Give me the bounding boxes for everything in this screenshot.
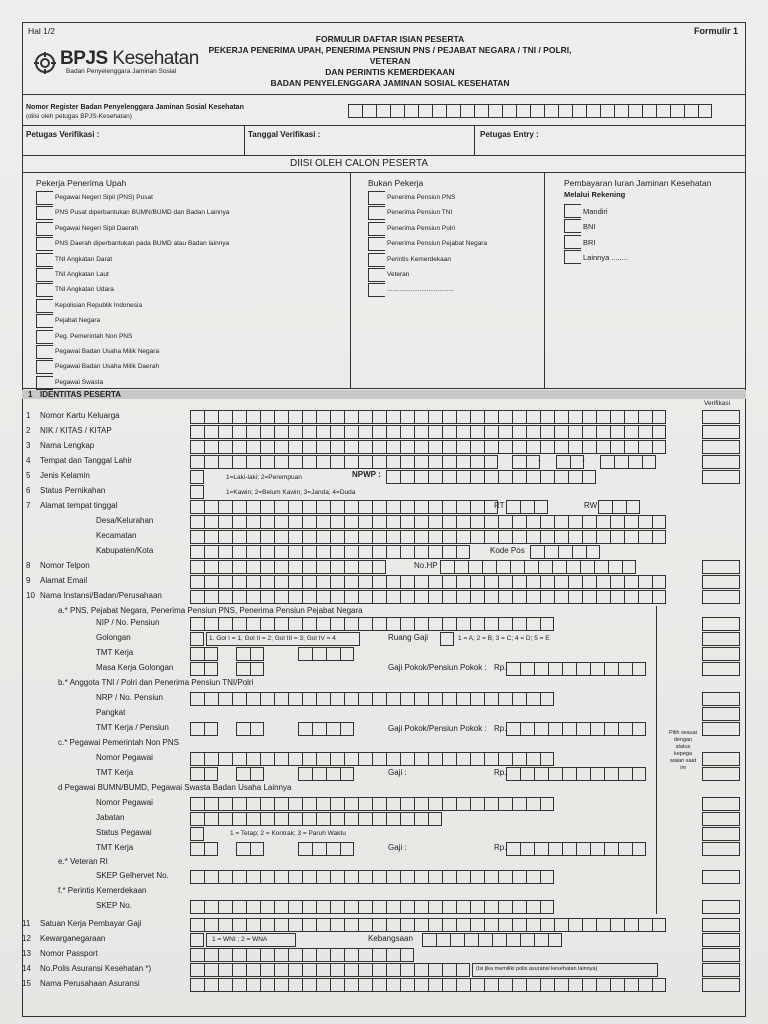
bpjs-logo-icon: [34, 52, 56, 74]
row-number: 6: [26, 486, 31, 495]
col3-item: BRI: [583, 237, 596, 247]
calon-title: DIISI OLEH CALON PESERTA: [290, 158, 429, 169]
divider: [244, 125, 245, 155]
polis-cells[interactable]: [190, 963, 470, 977]
tmt-m[interactable]: [236, 647, 264, 661]
ctmt-y[interactable]: [298, 767, 354, 781]
kk-cells[interactable]: [190, 410, 666, 424]
c-tmt: TMT Kerja: [96, 768, 134, 777]
b-gaji-label: Gaji Pokok/Pensiun Pokok :: [388, 724, 487, 733]
register-note: (diisi oleh petugas BPJS-Kesehatan): [26, 113, 132, 120]
row-label: Nomor Passport: [40, 949, 98, 958]
col1-item: Pegawai Badan Usaha Milik Daerah: [55, 363, 160, 371]
e-skep: SKEP Gelhervet No.: [96, 871, 169, 880]
row-label: Nama Lengkap: [40, 441, 95, 450]
verifikasi-box[interactable]: [702, 978, 740, 992]
verifikasi-box[interactable]: [702, 963, 740, 977]
b-tmt: TMT Kerja / Pensiun: [96, 723, 169, 732]
col3-checkbox[interactable]: [564, 219, 581, 233]
col2-item: Penerima Pensiun PNS: [387, 194, 456, 201]
row-number: 12: [22, 934, 31, 943]
rt-label: RT: [494, 501, 505, 510]
kab-cells[interactable]: [190, 545, 470, 559]
verifikasi-box[interactable]: [702, 590, 740, 604]
divider: [22, 125, 746, 126]
col3-item: Mandiri: [583, 207, 608, 216]
dtmt-y[interactable]: [298, 842, 354, 856]
verifikasi-box[interactable]: [702, 722, 740, 736]
verifikasi-box[interactable]: [702, 425, 740, 439]
col1-checkbox[interactable]: [36, 314, 53, 328]
identitas-bar: [22, 390, 746, 399]
verifikasi-box[interactable]: [702, 918, 740, 932]
row-label: Satuan Kerja Pembayar Gaji: [40, 919, 142, 928]
d-gaji-label: Gaji :: [388, 843, 407, 852]
asuransi-cells[interactable]: [190, 978, 666, 992]
col1-checkbox[interactable]: [36, 237, 53, 251]
row-number: 1: [26, 411, 31, 420]
row-number: 9: [26, 576, 31, 585]
cgaji-cells[interactable]: [506, 767, 646, 781]
nrp-cells[interactable]: [190, 692, 554, 706]
col1-item: PNS Daerah diperbantukan pada BUMD atau Badan lainnya: [55, 240, 230, 248]
nik-cells[interactable]: [190, 425, 666, 439]
identitas-no: 1: [28, 390, 33, 399]
row-label: NIK / KITAS / KITAP: [40, 426, 112, 435]
row-label: No.Polis Asuransi Kesehatan *): [40, 964, 152, 973]
ruang-gaji-label: Ruang Gaji: [388, 633, 429, 642]
row-number: 4: [26, 456, 31, 465]
polis-note: (Isi jika memiliki polis asuransi kesehatan lainnya): [476, 966, 598, 972]
row-label: Alamat tempat tinggal: [40, 501, 118, 510]
wn-cell[interactable]: [190, 933, 204, 947]
status-options: 1 = Tetap; 2 = Kontrak; 3 = Paruh Waktu: [230, 830, 346, 837]
verifikasi-box[interactable]: [702, 440, 740, 454]
row-number: 7: [26, 501, 31, 510]
col1-item: TNI Angkatan Darat: [55, 255, 113, 263]
satker-cells[interactable]: [190, 918, 666, 932]
verifikasi-box[interactable]: [702, 827, 740, 841]
verifikasi-box[interactable]: [702, 662, 740, 676]
col3-checkbox[interactable]: [564, 204, 581, 218]
row-label: Tempat dan Tanggal Lahir: [40, 456, 132, 465]
wn-options: 1 = WNI ; 2 = WNA: [212, 936, 268, 943]
col1-checkbox[interactable]: [36, 253, 53, 267]
jk-options: 1=Laki-laki; 2=Perempuan: [226, 474, 302, 481]
tmt-y[interactable]: [298, 647, 354, 661]
tempat-cells[interactable]: [190, 455, 498, 469]
row-number: 15: [22, 979, 31, 988]
row-label: Desa/Kelurahan: [96, 516, 154, 525]
masa-d[interactable]: [190, 662, 218, 676]
col2-item: Perintis Kemerdekaan: [387, 255, 451, 263]
verifikasi-box[interactable]: [702, 842, 740, 856]
row-number: 11: [22, 919, 31, 928]
col1-item: TNI Angkatan Laut: [55, 271, 109, 278]
row-label: Status Pernikahan: [40, 486, 106, 495]
page-number: Hal 1/2: [28, 26, 55, 36]
row-number: 3: [26, 441, 31, 450]
npwp-label: NPWP :: [352, 470, 381, 479]
btmt-y[interactable]: [298, 722, 354, 736]
row-label: Alamat Email: [40, 576, 88, 585]
dtmt-m[interactable]: [236, 842, 264, 856]
telp-cells[interactable]: [190, 560, 386, 574]
thn-cells[interactable]: [600, 455, 656, 469]
d-title: d Pegawai BUMN/BUMD, Pegawai Swasta Badan Usaha Lainnya: [58, 783, 292, 792]
form-title: FORMULIR DAFTAR ISIAN PESERTA PEKERJA PENERIMA UPAH, PENERIMA PENSIUN PNS / PEJABAT NEGARA / TNI / POLRI, VETERAN DAN PERINTIS KEMERDEKAAN BADAN PENYELENGGARA JAMINAN SOSIAL KESEHATAN: [208, 34, 572, 88]
rp-label: Rp.: [494, 724, 507, 733]
col3-item: BNI: [583, 222, 596, 232]
e-title: e.* Veteran RI: [58, 857, 108, 866]
row-number: 10: [26, 591, 35, 600]
verifikasi-box[interactable]: [702, 900, 740, 914]
verifikasi-box[interactable]: [702, 767, 740, 781]
col3-item: Lainnya ........: [583, 253, 629, 263]
f-skep: SKEP No.: [96, 901, 132, 910]
col1-item: TNI Angkatan Udara: [55, 286, 114, 294]
divider: [474, 125, 475, 155]
verifikasi-box[interactable]: [702, 812, 740, 826]
col3-subtitle: Melalui Rekening: [564, 190, 626, 199]
djab-cells[interactable]: [190, 812, 442, 826]
row-number: 5: [26, 471, 31, 480]
col2-item: Penerima Pensiun Polri: [387, 224, 455, 232]
alamat-cells[interactable]: [190, 500, 498, 514]
hp-cells[interactable]: [440, 560, 636, 574]
kec-cells[interactable]: [190, 530, 666, 544]
identitas-title: IDENTITAS PESERTA: [40, 390, 122, 399]
dtmt-d[interactable]: [190, 842, 218, 856]
a-title: a.* PNS, Pejabat Negara, Penerima Pensiun PNS, Penerima Pensiun Pejabat Negara: [58, 606, 363, 615]
bangsa-cells[interactable]: [422, 933, 562, 947]
verifikasi-box[interactable]: [702, 560, 740, 574]
kebangsaan-label: Kebangsaan: [368, 934, 413, 943]
col1-checkbox[interactable]: [36, 191, 53, 205]
nip-cells[interactable]: [190, 617, 554, 631]
dgaji-cells[interactable]: [506, 842, 646, 856]
dash: -: [582, 456, 585, 465]
tgl-cells[interactable]: [512, 455, 540, 469]
col1-item: Pegawai Swasta: [55, 378, 104, 386]
verifikasi-box[interactable]: [702, 948, 740, 962]
a-masa: Masa Kerja Golongan: [96, 663, 174, 672]
col2-checkbox[interactable]: [368, 191, 385, 205]
rp-label: Rp.: [494, 663, 507, 672]
gol-options: 1. Gol I = 1; Gol II = 2; Gol III = 3; Gol IV = 4: [209, 635, 336, 642]
row-number: 8: [26, 561, 31, 570]
a-tmt: TMT Kerja: [96, 648, 134, 657]
col2-item: Penerima Pensiun Pejabat Negara: [387, 240, 488, 248]
col1-title: Pekerja Penerima Upah: [36, 178, 127, 188]
col2-checkbox[interactable]: [368, 222, 385, 236]
verifikasi-box[interactable]: [702, 752, 740, 766]
form-number: Formulir 1: [693, 26, 738, 36]
row-label: Kabupaten/Kota: [96, 546, 154, 555]
row-number: 2: [26, 426, 31, 435]
col2-checkbox[interactable]: [368, 283, 385, 297]
col1-item: Pegawai Negeri Sipil (PNS) Pusat: [55, 194, 153, 201]
row-number: 14: [22, 964, 31, 973]
verifikasi-box[interactable]: [702, 575, 740, 589]
masa-m[interactable]: [236, 662, 264, 676]
verifikasi-box[interactable]: [702, 707, 740, 721]
col2-checkbox[interactable]: [368, 237, 385, 251]
b-pangkat: Pangkat: [96, 708, 126, 717]
row-label: Jenis Kelamin: [40, 471, 90, 480]
divider: [544, 172, 545, 388]
col1-checkbox[interactable]: [36, 206, 53, 220]
brand-subtitle: Badan Penyelenggara Jaminan Sosial: [66, 68, 177, 75]
brand-logo: BPJS Kesehatan: [60, 48, 199, 69]
divider: [22, 388, 746, 389]
c-gaji-label: Gaji :: [388, 768, 407, 777]
desa-cells[interactable]: [190, 515, 666, 529]
rp-label: Rp.: [494, 843, 507, 852]
ruang-options: 1 = A; 2 = B; 3 = C; 4 = D; 5 = E: [458, 635, 550, 642]
b-nrp: NRP / No. Pensiun: [96, 693, 163, 702]
bgaji-cells[interactable]: [506, 722, 646, 736]
verifikasi-box[interactable]: [702, 455, 740, 469]
cnomor-cells[interactable]: [190, 752, 554, 766]
verifikasi-box[interactable]: [702, 933, 740, 947]
verifikasi-box[interactable]: [702, 617, 740, 631]
row-number: 13: [22, 949, 31, 958]
verifikasi-box[interactable]: [702, 470, 740, 484]
f-title: f.* Perintis Kemerdekaan: [58, 886, 147, 895]
col2-item: .....................................: [387, 286, 454, 294]
row-label: Nama Perusahaan Asuransi: [40, 979, 140, 988]
dash: -: [538, 456, 541, 465]
row-label: Kewarganegaraan: [40, 934, 106, 943]
pilih-note: Pilih sesuai dengan status kepega waian saat ini: [669, 730, 697, 771]
col1-checkbox[interactable]: [36, 268, 53, 282]
email-cells[interactable]: [190, 575, 666, 589]
sp-cell[interactable]: [190, 485, 204, 499]
ctmt-d[interactable]: [190, 767, 218, 781]
gol-cell[interactable]: [190, 632, 204, 646]
col1-checkbox[interactable]: [36, 360, 53, 374]
gaji-cells[interactable]: [506, 662, 646, 676]
fskep-cells[interactable]: [190, 900, 554, 914]
btmt-m[interactable]: [236, 722, 264, 736]
verifikasi-box[interactable]: [702, 870, 740, 884]
kodepos-cells[interactable]: [530, 545, 600, 559]
eskep-cells[interactable]: [190, 870, 554, 884]
register-number-cells[interactable]: [348, 104, 712, 118]
row-label: Nomor Kartu Keluarga: [40, 411, 120, 420]
dnomor-cells[interactable]: [190, 797, 554, 811]
col3-checkbox[interactable]: [564, 235, 581, 249]
col1-item: Kepolisian Republik Indonesia: [55, 301, 143, 309]
row-label: Nama Instansi/Badan/Perusahaan: [40, 591, 162, 600]
c-title: c.* Pegawai Pemerintah Non PNS: [58, 738, 179, 747]
col1-item: Peg. Pemerintah Non PNS: [55, 332, 133, 340]
jk-cell[interactable]: [190, 470, 204, 484]
b-title: b.* Anggota TNI / Polri dan Penerima Pensiun TNI/Polri: [58, 678, 254, 687]
btmt-d[interactable]: [190, 722, 218, 736]
col1-checkbox[interactable]: [36, 299, 53, 313]
d-tmt: TMT Kerja: [96, 843, 134, 852]
divider: [22, 155, 746, 156]
rw-label: RW: [584, 501, 598, 510]
col3-title: Pembayaran Iuran Jaminan Kesehatan: [564, 178, 712, 188]
verifikasi-box[interactable]: [702, 797, 740, 811]
tmt-d[interactable]: [190, 647, 218, 661]
rw-cells[interactable]: [598, 500, 640, 514]
d-status: Status Pegawai: [96, 828, 152, 837]
col2-checkbox[interactable]: [368, 253, 385, 267]
kodepos-label: Kode Pos: [490, 546, 525, 555]
register-label: Nomor Register Badan Penyelenggara Jaminan Sosial Kesehatan: [26, 104, 244, 111]
row-label: Kecamatan: [96, 531, 137, 540]
col1-item: Pegawai Badan Usaha Milik Negara: [55, 348, 160, 355]
dstatus-cell[interactable]: [190, 827, 204, 841]
col2-checkbox[interactable]: [368, 206, 385, 220]
sp-options: 1=Kawin; 2=Belum Kawin; 3=Janda; 4=Duda: [226, 489, 356, 496]
verifikasi-label: Verifikasi: [704, 400, 731, 407]
col2-item: Penerima Pensiun TNI: [387, 209, 453, 217]
petugas-entry-label: Petugas Entry :: [480, 130, 539, 139]
col1-item: Pegawai Negeri Sipil Daerah: [55, 224, 139, 232]
bln-cells[interactable]: [556, 455, 584, 469]
ctmt-m[interactable]: [236, 767, 264, 781]
passport-cells[interactable]: [190, 948, 414, 962]
col2-item: Veteran: [387, 271, 410, 278]
col1-checkbox[interactable]: [36, 345, 53, 359]
divider: [22, 172, 746, 173]
gaji-pensiun-label: Gaji Pokok/Pensiun Pokok :: [388, 663, 487, 672]
npwp-cells[interactable]: [386, 470, 596, 484]
petugas-verifikasi-label: Petugas Verifikasi :: [26, 130, 100, 139]
rp-label: Rp.: [494, 768, 507, 777]
ruang-cell[interactable]: [440, 632, 454, 646]
bracket: [656, 606, 657, 914]
verifikasi-box[interactable]: [702, 632, 740, 646]
col2-checkbox[interactable]: [368, 268, 385, 282]
col1-checkbox[interactable]: [36, 376, 53, 390]
instansi-cells[interactable]: [190, 590, 666, 604]
col1-checkbox[interactable]: [36, 283, 53, 297]
tanggal-verifikasi-label: Tanggal Verifikasi :: [248, 130, 321, 139]
divider: [350, 172, 351, 388]
a-nip: NIP / No. Pensiun: [96, 618, 160, 627]
col3-checkbox[interactable]: [564, 250, 581, 264]
col1-item: PNS Pusat diperbantukan BUMN/BUMD dan Badan Lainnya: [55, 209, 230, 217]
col1-checkbox[interactable]: [36, 330, 53, 344]
nama-cells[interactable]: [190, 440, 666, 454]
col1-checkbox[interactable]: [36, 222, 53, 236]
d-jabatan: Jabatan: [96, 813, 125, 822]
col1-item: Pejabat Negara: [55, 317, 101, 325]
a-golongan: Golongan: [96, 633, 131, 642]
d-nomor: Nomor Pegawai: [96, 798, 153, 807]
verifikasi-box[interactable]: [702, 692, 740, 706]
col2-title: Bukan Pekerja: [368, 178, 424, 188]
rt-cells[interactable]: [506, 500, 548, 514]
divider: [22, 94, 746, 95]
verifikasi-box[interactable]: [702, 647, 740, 661]
c-nomor: Nomor Pegawai: [96, 753, 153, 762]
row-label: Nomor Telpon: [40, 561, 90, 570]
nohp-label: No.HP: [414, 561, 438, 570]
verifikasi-box[interactable]: [702, 410, 740, 424]
